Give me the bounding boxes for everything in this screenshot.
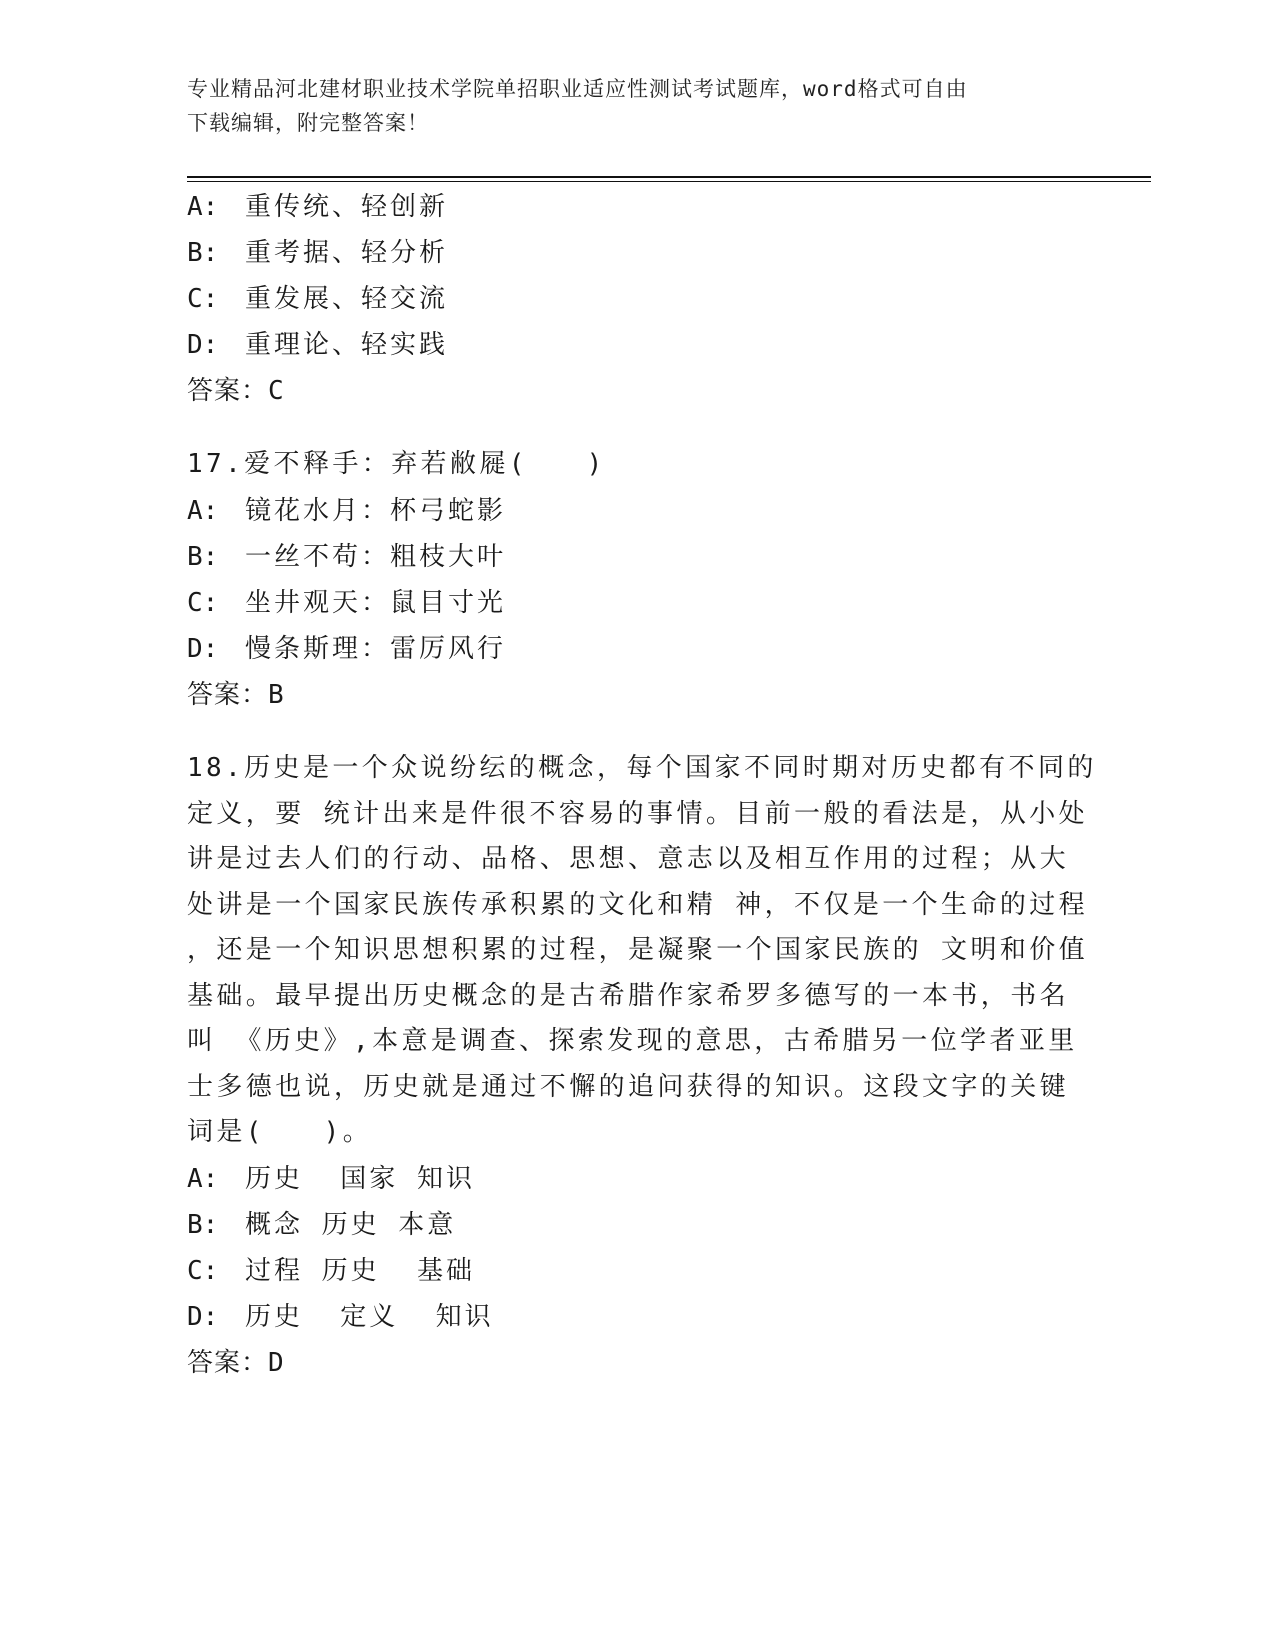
answer-label: 答案： — [187, 1347, 269, 1378]
option-d — [187, 1294, 1087, 1340]
option-text: 慢条斯理：雷厉风行 — [245, 633, 507, 664]
answer-line — [187, 1340, 1087, 1386]
answer-line — [187, 368, 1087, 414]
option-c — [187, 276, 1087, 322]
option-text: 历史 国家 知识 — [245, 1163, 475, 1194]
stem-line: 词是( )。 — [187, 1117, 373, 1147]
option-text: 重理论、轻实践 — [245, 330, 449, 360]
option-text: 镜花水月：杯弓蛇影 — [245, 495, 507, 526]
option-d — [187, 322, 1087, 368]
header-divider-thick — [187, 176, 1151, 178]
answer-label: 答案： — [187, 376, 269, 406]
answer-value: C — [268, 376, 285, 406]
stem-line: 18.历史是一个众说纷纭的概念，每个国家不同时期对历史都有不同的 — [187, 753, 1097, 783]
option-letter: D: — [187, 633, 219, 664]
option-text: 概念 历史 本意 — [245, 1209, 457, 1240]
option-letter: B: — [187, 541, 219, 572]
stem-line: 17.爱不释手：弃若敝屣( ) — [187, 449, 606, 479]
answer-line — [187, 672, 1087, 718]
stem-line: 士多德也说，历史就是通过不懈的追问获得的知识。这段文字的关键 — [187, 1071, 1070, 1102]
option-text: 重传统、轻创新 — [245, 192, 449, 222]
option-letter: C: — [187, 1255, 219, 1286]
stem-line: 处讲是一个国家民族传承积累的文化和精 神，不仅是一个生命的过程 — [187, 889, 1089, 920]
option-letter: C: — [187, 587, 219, 618]
stem-line: 讲是过去人们的行动、品格、思想、意志以及相互作用的过程；从大 — [187, 844, 1070, 874]
option-b — [187, 230, 1087, 276]
header-divider-thin — [187, 181, 1151, 182]
option-letter: D: — [187, 1301, 219, 1332]
answer-label: 答案： — [187, 679, 269, 710]
document-header — [187, 72, 1087, 140]
option-text: 过程 历史 基础 — [245, 1255, 475, 1286]
stem-line: 基础。最早提出历史概念的是古希腊作家希罗多德写的一本书，书名 — [187, 980, 1070, 1011]
option-letter: D: — [187, 330, 219, 360]
question-stem — [187, 746, 1097, 1156]
option-a — [187, 184, 1087, 230]
option-b — [187, 534, 1087, 580]
question-17-block — [187, 442, 1087, 718]
answer-value: D — [268, 1347, 285, 1378]
answer-value: B — [268, 679, 285, 710]
option-d — [187, 626, 1087, 672]
question-18-block — [187, 746, 1097, 1386]
option-letter: A: — [187, 192, 219, 222]
option-letter: A: — [187, 495, 219, 526]
option-letter: C: — [187, 284, 219, 314]
stem-line: 叫 《历史》,本意是调查、探索发现的意思，古希腊另一位学者亚里 — [187, 1026, 1078, 1056]
option-letter: B: — [187, 1209, 219, 1240]
stem-line: 定义，要 统计出来是件很不容易的事情。目前一般的看法是，从小处 — [187, 798, 1089, 829]
option-a — [187, 1156, 1087, 1202]
option-a — [187, 488, 1087, 534]
option-text: 坐井观天：鼠目寸光 — [245, 587, 507, 618]
stem-line: ，还是一个知识思想积累的过程，是凝聚一个国家民族的 文明和价值 — [187, 935, 1089, 965]
option-letter: B: — [187, 238, 219, 268]
option-text: 重考据、轻分析 — [245, 238, 449, 268]
option-b — [187, 1202, 1087, 1248]
option-text: 重发展、轻交流 — [245, 284, 449, 314]
header-line-2: 下载编辑，附完整答案！ — [187, 111, 429, 135]
option-c — [187, 580, 1087, 626]
option-letter: A: — [187, 1163, 219, 1194]
header-line-1: 专业精品河北建材职业技术学院单招职业适应性测试考试题库，word格式可自由 — [187, 77, 968, 101]
question-16-block — [187, 184, 1087, 414]
question-stem — [187, 442, 1087, 488]
option-c — [187, 1248, 1087, 1294]
option-text: 一丝不苟：粗枝大叶 — [245, 541, 507, 572]
option-text: 历史 定义 知识 — [245, 1301, 494, 1332]
